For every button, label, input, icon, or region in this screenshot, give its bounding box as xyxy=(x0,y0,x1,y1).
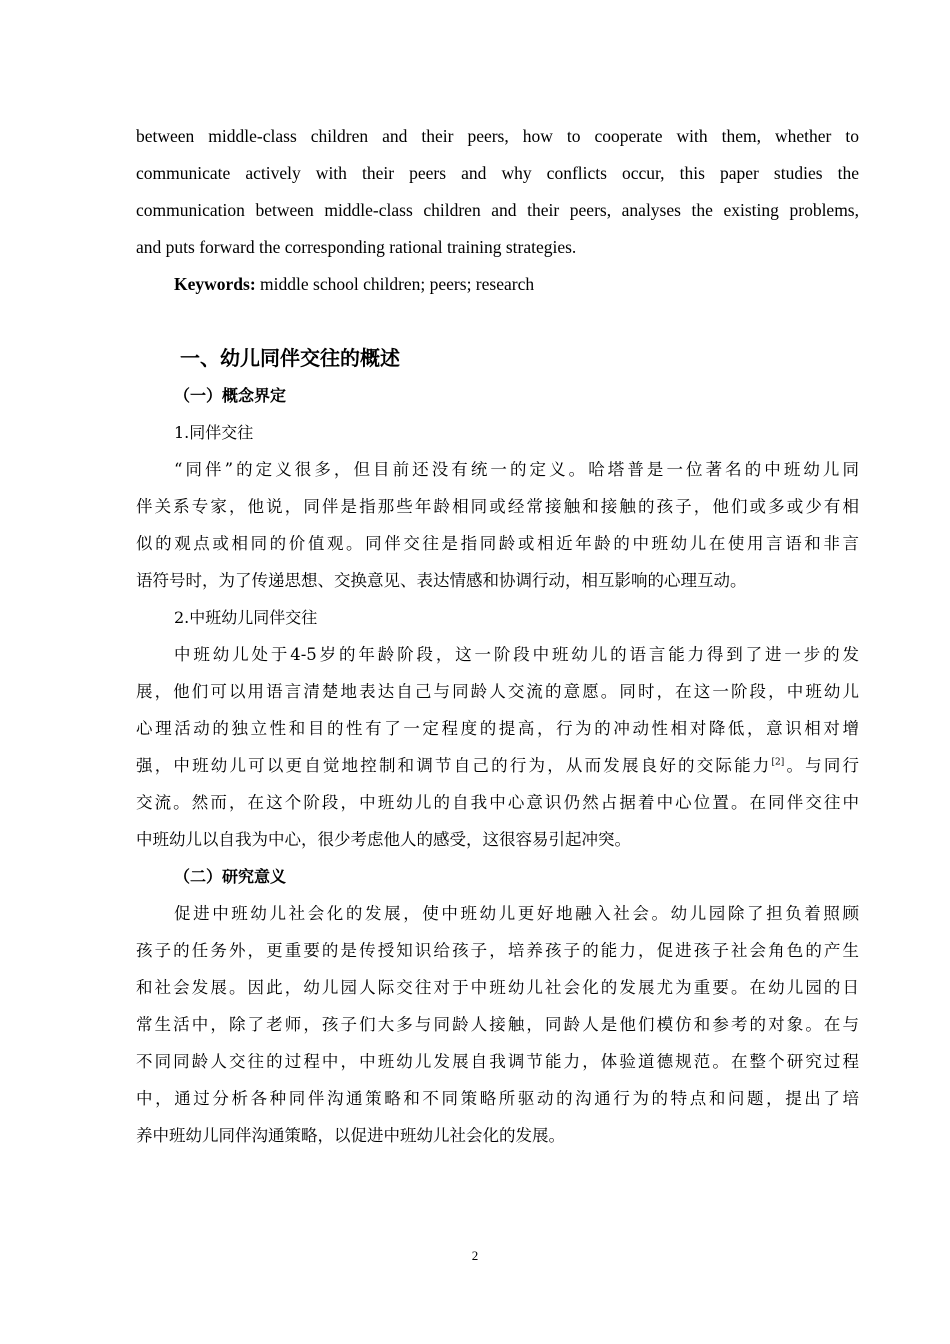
item-heading: 1.同伴交往 xyxy=(174,423,254,442)
keywords-line xyxy=(136,266,859,303)
abstract-line: and puts forward the corresponding rational training strategies. xyxy=(136,237,577,257)
paragraph-line: 展，他们可以用语言清楚地表达自己与同龄人交流的意愿。同时，在这一阶段，中班幼儿 xyxy=(136,682,859,701)
paragraph-line: 中，通过分析各种同伴沟通策略和不同策略所驱动的沟通行为的特点和问题，提出了培 xyxy=(136,1089,859,1108)
body-paragraph xyxy=(136,895,859,1154)
paragraph-line xyxy=(136,747,859,784)
paragraph-line: 不同同龄人交往的过程中，中班幼儿发展自我调节能力，体验道德规范。在整个研究过程 xyxy=(136,1052,859,1071)
paragraph-line: 语符号时，为了传递思想、交换意见、表达情感和协调行动，相互影响的心理互动。 xyxy=(136,571,747,590)
paragraph-line: 和社会发展。因此，幼儿园人际交往对于中班幼儿社会化的发展尤为重要。在幼儿园的日 xyxy=(136,978,859,997)
paragraph-line: 似的观点或相同的价值观。同伴交往是指同龄或相近年龄的中班幼儿在使用言语和非言 xyxy=(136,534,859,553)
item-heading: 2.中班幼儿同伴交往 xyxy=(174,608,318,627)
section-heading: 一、幼儿同伴交往的概述 xyxy=(180,346,400,370)
paragraph-line: “同伴”的定义很多，但目前还没有统一的定义。哈塔普是一位著名的中班幼儿同 xyxy=(174,460,859,479)
abstract-line: communication between middle-class children and their peers, analyses the existing problems, xyxy=(136,200,859,220)
page-number: 2 xyxy=(471,1248,479,1263)
citation-mark: [2] xyxy=(771,757,785,768)
body-paragraph xyxy=(136,451,859,599)
body-paragraph xyxy=(136,636,859,858)
subsection-heading: （二）研究意义 xyxy=(174,867,287,886)
paragraph-line: 促进中班幼儿社会化的发展，使中班幼儿更好地融入社会。幼儿园除了担负着照顾 xyxy=(174,904,859,923)
paragraph-line: 养中班幼儿同伴沟通策略，以促进中班幼儿社会化的发展。 xyxy=(136,1126,565,1145)
paragraph-line: 伴关系专家，他说，同伴是指那些年龄相同或经常接触和接触的孩子，他们或多或少有相 xyxy=(136,497,859,516)
paragraph-line: 交流。然而，在这个阶段，中班幼儿的自我中心意识仍然占据着中心位置。在同伴交往中 xyxy=(136,793,859,812)
paragraph-line: 孩子的任务外，更重要的是传授知识给孩子，培养孩子的能力，促进孩子社会角色的产生 xyxy=(136,941,859,960)
keywords-text: middle school children; peers; research xyxy=(255,274,535,294)
paragraph-text: 。与同行 xyxy=(784,756,860,775)
keywords-label: Keywords: xyxy=(174,274,256,294)
abstract-line: between middle-class children and their peers, how to cooperate with them, whether to xyxy=(136,126,859,146)
paragraph-text: 强，中班幼儿可以更自觉地控制和调节自己的行为，从而发展良好的交际能力 xyxy=(136,756,772,775)
abstract-paragraph xyxy=(136,118,859,266)
paragraph-line: 常生活中，除了老师，孩子们大多与同龄人接触，同龄人是他们模仿和参考的对象。在与 xyxy=(136,1015,859,1034)
abstract-line: communicate actively with their peers and why conflicts occur, this paper studies the xyxy=(136,163,859,183)
paragraph-line: 中班幼儿以自我为中心，很少考虑他人的感受，这很容易引起冲突。 xyxy=(136,830,631,849)
paragraph-line: 心理活动的独立性和目的性有了一定程度的提高，行为的冲动性相对降低，意识相对增 xyxy=(136,719,859,738)
subsection-heading: （一）概念界定 xyxy=(174,386,287,405)
document-page xyxy=(136,118,859,1154)
paragraph-line: 中班幼儿处于4-5岁的年龄阶段，这一阶段中班幼儿的语言能力得到了进一步的发 xyxy=(174,645,859,664)
